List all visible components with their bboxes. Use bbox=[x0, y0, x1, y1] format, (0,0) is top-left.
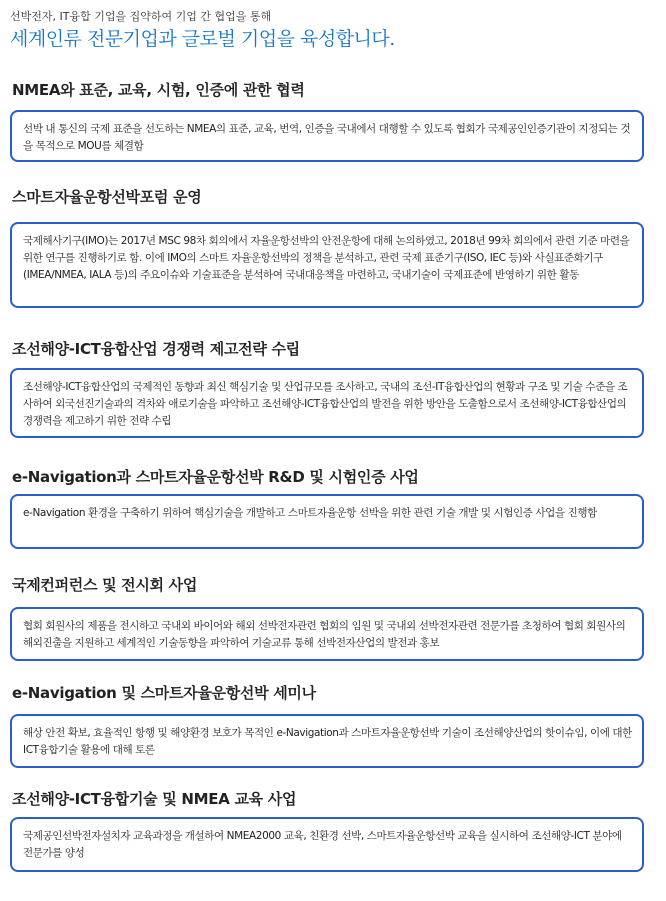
section-enavigation-seminar bbox=[10, 683, 644, 756]
section-conference-exhibition bbox=[10, 575, 644, 649]
section-smart-ship-forum bbox=[10, 187, 644, 281]
section-description-box bbox=[10, 607, 644, 661]
section-description-box bbox=[10, 817, 644, 872]
intro bbox=[10, 9, 650, 52]
section-description-box bbox=[10, 714, 644, 768]
intro-subtitle: 선박전자, IT융합 기업을 집약하여 기업 간 협업을 통해 bbox=[10, 10, 272, 23]
section-description: e-Navigation 환경을 구축하기 위하여 핵심기술을 개발하고 스마트자율운항 선박을 위한 관련 기술 개발 및 시험인증 사업을 진행함 bbox=[23, 507, 597, 519]
section-title: e-Navigation과 스마트자율운항선박 R&D 및 시험인증 사업 bbox=[12, 468, 419, 486]
section-nmea-education bbox=[10, 789, 644, 859]
section-title: 국제컨퍼런스 및 전시회 사업 bbox=[12, 576, 198, 594]
section-description: 협회 회원사의 제품을 전시하고 국내외 바이어와 해외 선박전자관련 협회의 임원 및 국내외 선박전자관련 전문가를 초청하여 협회 회원사의 해외진출을 지원하고 세계적인 기술동향을 파악하여 기술교류 통해 선박전자산업의 발전과 홍보 bbox=[23, 620, 626, 649]
intro-headline: 세계인류 전문기업과 글로벌 기업을 육성합니다. bbox=[10, 28, 395, 50]
section-description-box bbox=[10, 494, 644, 549]
section-title: 조선해양-ICT융합기술 및 NMEA 교육 사업 bbox=[12, 790, 297, 808]
section-description-box bbox=[10, 222, 644, 308]
section-description-box bbox=[10, 110, 644, 162]
section-description: 선박 내 통신의 국제 표준을 선도하는 NMEA의 표준, 교육, 번역, 인증을 국내에서 대행할 수 있도록 협회가 국제공인인증기관이 지정되는 것을 목적으로 MOU를 체결함 bbox=[23, 123, 631, 152]
section-description: 국제해사기구(IMO)는 2017년 MSC 98차 회의에서 자율운항선박의 안전운항에 대해 논의하였고, 2018년 99차 회의에서 관련 기준 마련을 위한 연구를 진행하기로 함. 이에 IMO의 스마트 자율운항선박의 정책을 분석하고, 관련 국제 표준기구(ISO, IEC 등)와 사실표준화기구(IMEA/NMEA, IALA 등)의 주요이슈와 기술표준을 분석하여 국내대응책을 마련하고, 국내기술이 국제표준에 반영하기 위한 활동 bbox=[23, 235, 630, 281]
section-title: 스마트자율운항선박포럼 운영 bbox=[12, 188, 202, 206]
section-description: 조선해양-ICT융합산업의 국제적인 동향과 최신 핵심기술 및 산업규모를 조사하고, 국내의 조선-IT융합산업의 현황과 구조 및 기술 수준을 조사하여 외국선진기술과의 격차와 애로기술을 파악하고 조선해양-ICT융합산업의 발전을 위한 방안을 도출함으로서 조선해양-ICT융합산업의 경쟁력을 제고하기 위한 전략 수립 bbox=[23, 381, 628, 427]
section-description-box bbox=[10, 368, 644, 438]
section-description: 해상 안전 확보, 효율적인 항행 및 해양환경 보호가 목적인 e-Navigation과 스마트자율운항선박 기술이 조선해양산업의 핫이슈임, 이에 대한 ICT융합기술 활용에 대해 토론 bbox=[23, 727, 632, 756]
section-title: e-Navigation 및 스마트자율운항선박 세미나 bbox=[12, 684, 316, 702]
section-competitiveness-strategy bbox=[10, 339, 644, 427]
section-enavigation-rnd bbox=[10, 467, 644, 519]
section-title: 조선해양-ICT융합산업 경쟁력 제고전략 수립 bbox=[12, 340, 300, 358]
section-title: NMEA와 표준, 교육, 시험, 인증에 관한 협력 bbox=[12, 81, 305, 99]
section-description: 국제공인선박전자설치자 교육과정을 개설하여 NMEA2000 교육, 친환경 선박, 스마트자율운항선박 교육을 실시하여 조선해양-ICT 분야에 전문가를 양성 bbox=[23, 830, 622, 859]
section-nmea-cooperation bbox=[10, 80, 644, 152]
